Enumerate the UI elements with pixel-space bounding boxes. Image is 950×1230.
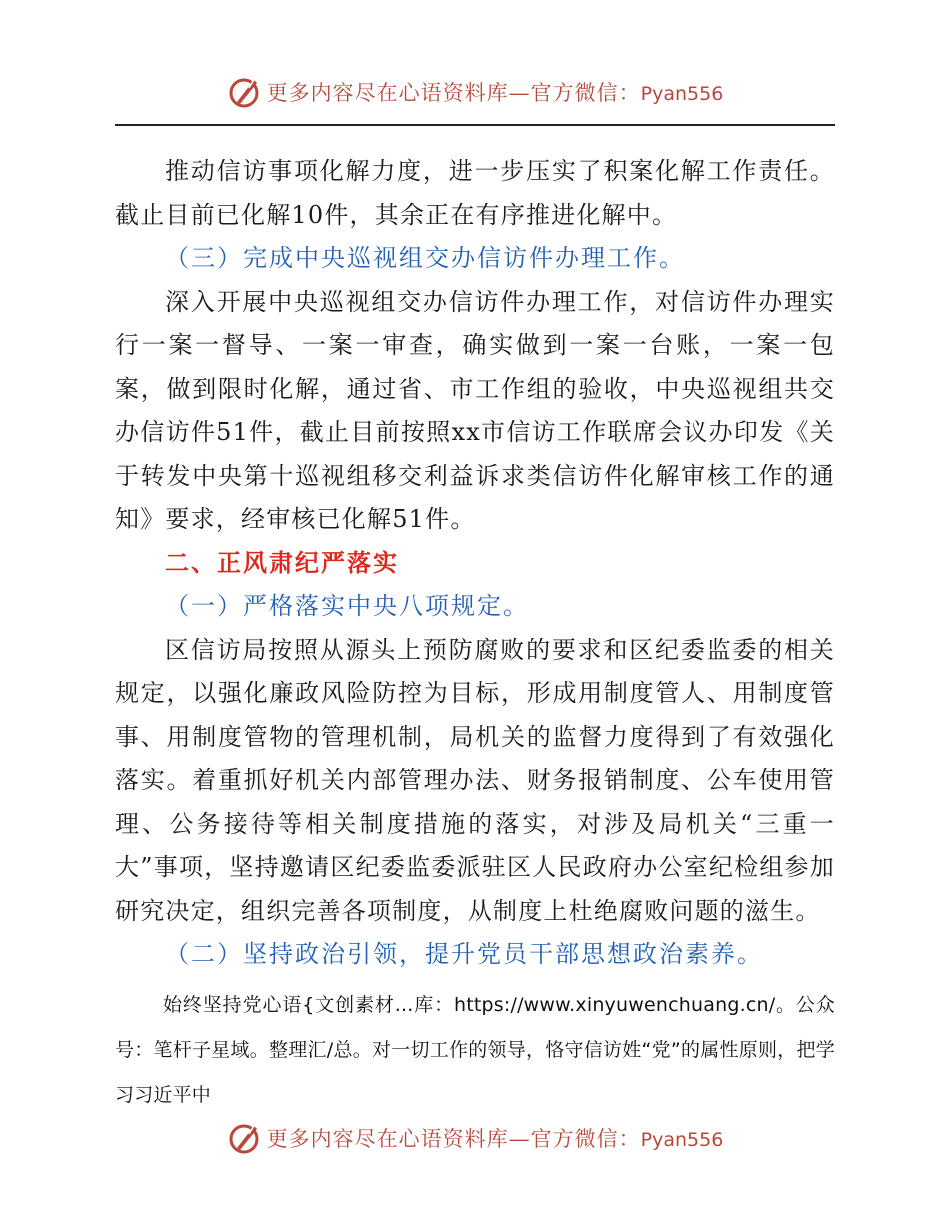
quill-logo-icon bbox=[227, 74, 263, 110]
header-banner-text: 更多内容尽在心语资料库—官方微信：Pyan556 bbox=[266, 81, 724, 105]
footer-banner-text: 更多内容尽在心语资料库—官方微信：Pyan556 bbox=[266, 1127, 724, 1151]
header-banner bbox=[0, 72, 950, 112]
paragraph-4: 始终坚持党心语{文创素材...库：https://www.xinyuwenchuang.cn/。公众号：笔杆子星域。整理汇/总。对一切工作的领导，恪守信访姓“党”的属性原则，把学习习近平中 bbox=[115, 993, 835, 1106]
subheading-2: （二）坚持政治引领，提升党员干部思想政治素养。 bbox=[165, 940, 763, 968]
footer-banner bbox=[0, 1118, 950, 1158]
paragraph-1: 推动信访事项化解力度，进一步压实了积案化解工作责任。截止目前已化解10件，其余正在有序推进化解中。 bbox=[115, 157, 835, 229]
header-divider bbox=[115, 124, 835, 126]
document-body bbox=[115, 150, 835, 1118]
paragraph-2: 深入开展中央巡视组交办信访件办理工作，对信访件办理实行一案一督导、一案一审查，确实做到一案一台账，一案一包案，做到限时化解，通过省、市工作组的验收，中央巡视组共交办信访件51件，截止目前按照xx市信访工作联席会议办印发《关于转发中央第十巡视组移交利益诉求类信访件化解审核工作的通知》要求，经审核已化解51件。 bbox=[115, 287, 835, 533]
quill-logo-icon bbox=[227, 1120, 263, 1156]
section-heading-2: 二、正风肃纪严落实 bbox=[165, 548, 399, 577]
subheading-3: （三）完成中央巡视组交办信访件办理工作。 bbox=[165, 244, 685, 272]
paragraph-3: 区信访局按照从源头上预防腐败的要求和区纪委监委的相关规定，以强化廉政风险防控为目标，形成用制度管人、用制度管事、用制度管物的管理机制，局机关的监督力度得到了有效强化落实。着重抓好机关内部管理办法、财务报销制度、公车使用管理、公务接待等相关制度措施的落实，对涉及局机关“三重一大”事项，坚持邀请区纪委监委派驻区人民政府办公室纪检组参加研究决定，组织完善各项制度，从制度上杜绝腐败问题的滋生。 bbox=[115, 635, 835, 925]
subheading-1: （一）严格落实中央八项规定。 bbox=[165, 592, 529, 620]
